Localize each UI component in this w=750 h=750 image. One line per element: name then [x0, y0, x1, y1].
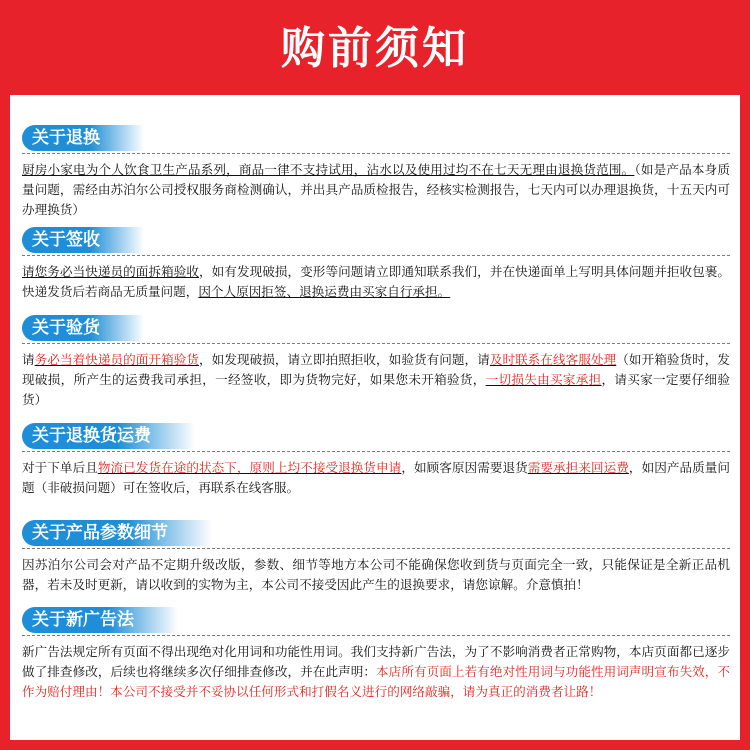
- page-title: 购前须知: [281, 23, 469, 74]
- text-segment: （如是产品本身质量问题，需经由苏泊尔公司授权服务商检测确认，并出具产品质检报告，经核实检测报告，七天内可以办理退换货，十五天内可办理换货）: [22, 162, 731, 217]
- text-segment: ，如顾客原因需要退货: [401, 460, 528, 475]
- divider: [22, 635, 730, 636]
- section-product-details: [22, 520, 730, 595]
- text-segment: 请您务必当快递员的面拆箱验收: [22, 264, 200, 279]
- notice-panel: [10, 95, 740, 740]
- text-segment: ，如因产品质量问题（非破损问题）可在签收后，再联系在线客服。: [22, 460, 731, 495]
- section-tag: 关于退换货运费: [22, 423, 195, 449]
- text-segment: 对于下单后且: [22, 460, 98, 475]
- highlight-segment: 一切损失由买家承担: [485, 372, 602, 387]
- section-tag: 关于新广告法: [22, 607, 178, 633]
- section-signing: [22, 227, 730, 302]
- text-segment: 请: [22, 352, 35, 367]
- divider: [22, 255, 730, 256]
- section-tag: 关于签收: [22, 227, 144, 253]
- title-banner: [0, 0, 750, 88]
- section-tag: 关于退换: [22, 125, 144, 151]
- text-segment: 新广告法规定所有页面不得出现绝对化用词和功能性用词。我们支持新广告法，为了不影响消费者正常购物，本店页面都已逐步做了排查修改，后续也将继续多次仔细排查修改，并在此声明：: [22, 644, 730, 679]
- highlight-segment: 务必当着快递员的面开箱验货: [34, 352, 200, 367]
- section-tag: 关于产品参数细节: [22, 520, 212, 546]
- section-body: [22, 458, 730, 498]
- divider: [22, 548, 730, 549]
- text-segment: （如开箱验货时，发现破损，所产生的运费我司承担，一经签收，即为货物完好，如果您未开箱验货，: [22, 352, 731, 387]
- section-tag: 关于验货: [22, 315, 144, 341]
- text-segment: ，请买家一定要仔细验货）: [22, 372, 731, 407]
- text-segment: 因个人原因拒签、退换运费由买家自行承担。: [198, 284, 451, 299]
- highlight-segment: 本店所有页面上若有绝对性用词与功能性用词声明宣布失效，不作为赔付理由！本公司不接受并不妥协以任何形式和打假名义进行的网络敲骗，请为真正的消费者让路！: [22, 664, 731, 699]
- section-body: [22, 350, 730, 410]
- section-body: [22, 555, 730, 595]
- text-segment: ，如有发现破损，变形等问题请立即通知联系我们，并在快递面单上写明具体问题并拒收包裹。快递发货后若商品无质量问题，: [22, 264, 731, 299]
- divider: [22, 153, 730, 154]
- highlight-segment: 物流已发货在途的状态下，原则上均不接受退换货申请: [97, 460, 402, 475]
- section-body: [22, 642, 730, 702]
- section-return-shipping: [22, 423, 730, 498]
- section-returns: [22, 125, 730, 220]
- section-body: [22, 160, 730, 220]
- text-segment: 因苏泊尔公司会对产品不定期升级改版，参数、细节等地方本公司不能确保您收到货与页面完全一致，只能保证是全新正品机器，若未及时更新，请以收到的实物为主，本公司不接受因此产生的退换要求，请您谅解。介意慎拍！: [22, 557, 730, 592]
- divider: [22, 343, 730, 344]
- text-segment: ，如发现破损，请立即拍照拒收，如验货有问题，请: [199, 352, 490, 367]
- text-segment: 厨房小家电为个人饮食卫生产品系列，商品一律不支持试用，沾水以及使用过均不在七天无理由退换货范围。: [22, 162, 635, 177]
- section-body: [22, 262, 730, 302]
- section-ad-law: [22, 607, 730, 702]
- highlight-segment: 及时联系在线客服处理: [489, 352, 617, 367]
- divider: [22, 451, 730, 452]
- section-inspection: [22, 315, 730, 410]
- highlight-segment: 需要承担来回运费: [527, 460, 629, 475]
